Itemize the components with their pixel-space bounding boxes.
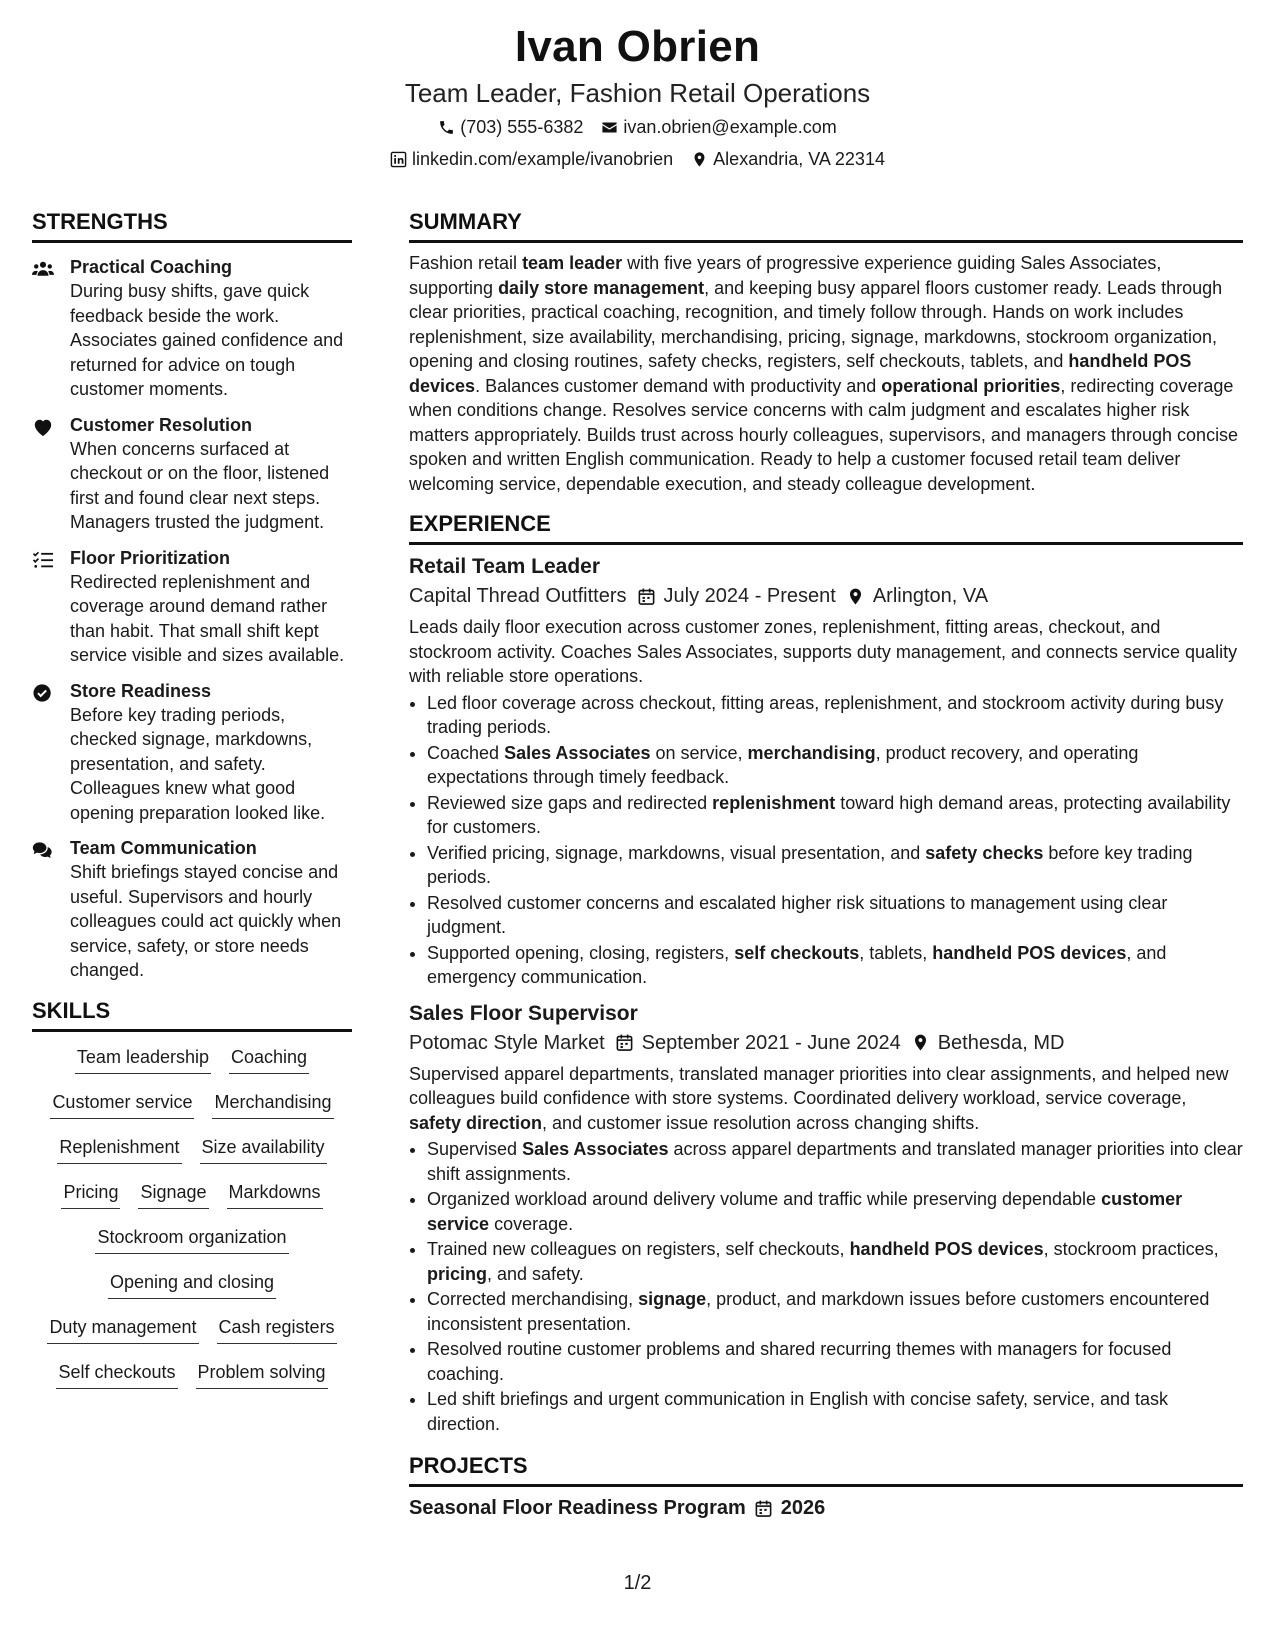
bold-phrase: daily store management <box>498 277 705 298</box>
bold-phrase: self checkouts <box>734 942 860 963</box>
strength-item <box>32 679 352 826</box>
text-run: Resolved customer concerns and escalated higher risk situations to management using clear judgment. <box>427 892 1168 937</box>
skill-tag: Team leadership <box>75 1044 211 1074</box>
skill-tag: Size availability <box>200 1134 327 1164</box>
text-run: , and customer issue resolution across changing shifts. <box>542 1112 980 1133</box>
text-run: on service, <box>650 742 748 763</box>
text-run: Resolved routine customer problems and shared recurring themes with managers for focused coaching. <box>427 1339 1172 1384</box>
bullet-item <box>427 1387 1243 1436</box>
bold-phrase: Sales Associates <box>522 1139 669 1159</box>
users-icon <box>32 259 54 279</box>
linkedin-url[interactable]: linkedin.com/example/ivanobrien <box>412 149 674 169</box>
text-run: Fashion retail <box>409 253 523 273</box>
bullet-item <box>427 691 1243 740</box>
bold-phrase: handheld POS devices <box>932 942 1127 963</box>
list-check-icon <box>32 550 54 570</box>
bold-phrase: signage <box>638 1289 707 1309</box>
skill-tag: Stockroom organization <box>95 1224 288 1254</box>
resume-header <box>0 20 1275 174</box>
skill-tag: Opening and closing <box>108 1269 276 1299</box>
phone-icon <box>438 119 455 136</box>
skill-tag: Cash registers <box>217 1314 337 1344</box>
bullet-item <box>427 1137 1243 1186</box>
text-run: across apparel departments and translated manager priorities into clear shift assignments. <box>427 1139 1243 1184</box>
text-run: Trained new colleagues on registers, self checkouts, <box>427 1239 850 1259</box>
contact-row-2 <box>0 144 1275 174</box>
skills-heading: SKILLS <box>32 997 352 1032</box>
project-title: Seasonal Floor Readiness Program <box>409 1497 746 1519</box>
job-title: Sales Floor Supervisor <box>409 1001 638 1025</box>
bullet-item <box>427 791 1243 840</box>
candidate-name: Ivan Obrien <box>514 22 761 71</box>
heart-icon <box>32 417 54 437</box>
text-run: . Balances customer demand with productivity and <box>475 375 882 396</box>
skill-tag: Problem solving <box>196 1359 328 1389</box>
linkedin-icon <box>390 151 407 168</box>
right-column <box>409 208 1243 1521</box>
bold-phrase: replenishment <box>712 792 836 813</box>
job-bullets <box>409 691 1243 990</box>
text-run: Led floor coverage across checkout, fitting areas, replenishment, and stockroom activity during busy trading periods. <box>427 692 1224 737</box>
calendar-icon <box>754 1499 773 1518</box>
strength-item <box>32 546 352 668</box>
strength-title: Floor Prioritization <box>70 547 230 568</box>
skills-list <box>32 1044 352 1404</box>
calendar-icon <box>637 587 656 606</box>
strength-description: Shift briefings stayed concise and useful. Supervisors and hourly colleagues could act quickly when service, safety, or store needs changed. <box>70 862 342 980</box>
job-company: Capital Thread Outfitters <box>409 585 627 607</box>
text-run: toward high demand areas, protecting availability for customers. <box>427 792 1231 837</box>
bullet-item <box>427 1337 1243 1386</box>
bold-phrase: handheld POS devices <box>849 1239 1044 1259</box>
strengths-heading: STRENGTHS <box>32 208 352 243</box>
strengths-list <box>32 255 352 983</box>
bullet-item <box>427 741 1243 790</box>
strength-title: Practical Coaching <box>70 257 233 277</box>
text-run: with five years of progressive experience guiding Sales Associates, supporting <box>409 253 1162 298</box>
strength-description: When concerns surfaced at checkout or on the floor, listened first and found clear next steps. Managers trusted the judgment. <box>70 438 330 532</box>
job-bullets <box>409 1137 1243 1436</box>
text-run: , redirecting coverage when conditions change. Resolves service concerns with calm judgment and escalates higher risk matters appropriately. Builds trust across hourly colleagues, supervisors, and managers through concise spoken and written English communication. Ready to help a customer focused retail team deliver welcoming service, dependable execution, and steady colleague development. <box>409 375 1239 494</box>
text-run: Supported opening, closing, registers, <box>427 942 735 963</box>
bullet-item <box>427 1187 1243 1236</box>
text-run: coverage. <box>489 1213 574 1234</box>
bold-phrase: Sales Associates <box>504 742 651 763</box>
text-run: Corrected merchandising, <box>427 1289 639 1309</box>
text-run: Supervised apparel departments, translated manager priorities into clear assignments, and helped new colleagues build confidence with store systems. Coordinated delivery workload, service coverage, <box>409 1063 1229 1108</box>
text-run: , and safety. <box>487 1263 584 1284</box>
text-run: , and keeping busy apparel floors customer ready. Leads through clear priorities, practical coaching, recognition, and timely follow through. Hands on work includes replenishment, size availability, merchandising, pricing, signage, markdowns, stockroom organization, opening and closing routines, safety checks, registers, self checkouts, tablets, and <box>409 277 1223 371</box>
strength-description: During busy shifts, gave quick feedback beside the work. Associates gained confidence and returned for advice on tough customer moments. <box>70 281 344 399</box>
job-company: Potomac Style Market <box>409 1031 605 1054</box>
text-run: Led shift briefings and urgent communication in English with concise safety, service, and task direction. <box>427 1389 1169 1434</box>
job-dates: July 2024 - Present <box>663 585 836 607</box>
job-entry <box>409 1000 1243 1437</box>
text-run: Reviewed size gaps and redirected <box>427 792 713 813</box>
strength-description: Redirected replenishment and coverage around demand rather than habit. That small shift kept service visible and sizes available. <box>70 571 345 665</box>
bold-phrase: customer service <box>427 1189 1183 1234</box>
projects-heading: PROJECTS <box>409 1452 1243 1487</box>
strength-item <box>32 836 352 983</box>
map-pin-icon <box>911 1033 930 1052</box>
bold-phrase: safety checks <box>925 842 1044 863</box>
bold-phrase: team leader <box>522 253 623 273</box>
skill-tag: Markdowns <box>227 1179 323 1209</box>
bold-phrase: operational priorities <box>881 375 1061 396</box>
bullet-item <box>427 841 1243 890</box>
project-entry <box>409 1495 1243 1521</box>
bullet-item <box>427 941 1243 990</box>
text-run: before key trading periods. <box>427 842 1193 887</box>
bold-phrase: pricing <box>427 1263 488 1284</box>
skill-tag: Customer service <box>50 1089 194 1119</box>
phone-number: (703) 555-6382 <box>460 117 584 137</box>
skill-tag: Signage <box>138 1179 208 1209</box>
job-entry <box>409 553 1243 990</box>
bullet-item <box>427 891 1243 940</box>
map-pin-icon <box>691 151 708 168</box>
bold-phrase: safety direction <box>409 1112 543 1133</box>
strength-title: Store Readiness <box>70 680 212 701</box>
project-year: 2026 <box>780 1497 826 1519</box>
job-description <box>409 1062 1243 1136</box>
summary-heading: SUMMARY <box>409 208 1243 243</box>
summary-text <box>409 251 1243 496</box>
text-run: Supervised <box>427 1139 523 1159</box>
comments-icon <box>32 840 54 860</box>
job-location: Arlington, VA <box>872 585 989 607</box>
candidate-title: Team Leader, Fashion Retail Operations <box>404 78 871 108</box>
check-circle-icon <box>32 683 54 703</box>
phone-contact <box>438 112 583 142</box>
job-title: Retail Team Leader <box>409 555 601 578</box>
calendar-icon <box>615 1033 634 1052</box>
job-description: Leads daily floor execution across customer zones, replenishment, fitting areas, checkout, and stockroom activity. Coaches Sales Associates, supports duty management, and connects service quality with reliable store operations. <box>409 617 1238 686</box>
text-run: , product recovery, and operating expectations through timely feedback. <box>427 742 1139 787</box>
location-text: Alexandria, VA 22314 <box>713 149 885 169</box>
job-location: Bethesda, MD <box>937 1031 1065 1054</box>
text-run: , stockroom practices, <box>1043 1239 1219 1259</box>
email-address[interactable]: ivan.obrien@example.com <box>623 117 837 137</box>
skill-tag: Duty management <box>47 1314 198 1344</box>
text-run: Coached <box>427 742 505 763</box>
email-contact <box>601 112 836 142</box>
text-run: , product, and markdown issues before customers encountered inconsistent presentation. <box>427 1289 1210 1334</box>
skill-tag: Self checkouts <box>56 1359 177 1389</box>
job-meta <box>409 1028 1243 1058</box>
job-dates: September 2021 - June 2024 <box>641 1031 901 1054</box>
skill-tag: Replenishment <box>57 1134 181 1164</box>
linkedin-contact <box>390 144 673 174</box>
strength-item <box>32 413 352 535</box>
map-pin-icon <box>846 587 865 606</box>
text-run: , and emergency communication. <box>427 942 1167 987</box>
strength-item <box>32 255 352 402</box>
text-run: , tablets, <box>859 942 933 963</box>
strength-title: Team Communication <box>70 838 257 858</box>
bold-phrase: merchandising <box>747 742 876 763</box>
envelope-icon <box>601 119 618 136</box>
experience-heading: EXPERIENCE <box>409 510 1243 545</box>
left-column <box>32 208 352 1404</box>
strength-title: Customer Resolution <box>70 414 253 435</box>
bullet-item <box>427 1237 1243 1286</box>
text-run: Verified pricing, signage, markdowns, visual presentation, and <box>427 842 926 863</box>
contact-row-1 <box>0 112 1275 142</box>
skill-tag: Merchandising <box>212 1089 333 1119</box>
strength-description: Before key trading periods, checked signage, markdowns, presentation, and safety. Colleagues knew what good opening preparation looked like. <box>70 704 326 823</box>
bold-phrase: handheld POS devices <box>409 351 1192 396</box>
location-contact <box>691 144 885 174</box>
skill-tag: Pricing <box>61 1179 120 1209</box>
text-run: Organized workload around delivery volume and traffic while preserving dependable <box>427 1189 1102 1209</box>
page-number: 1/2 <box>623 1572 652 1594</box>
bullet-item <box>427 1287 1243 1336</box>
skill-tag: Coaching <box>229 1044 309 1074</box>
job-meta <box>409 581 1243 611</box>
